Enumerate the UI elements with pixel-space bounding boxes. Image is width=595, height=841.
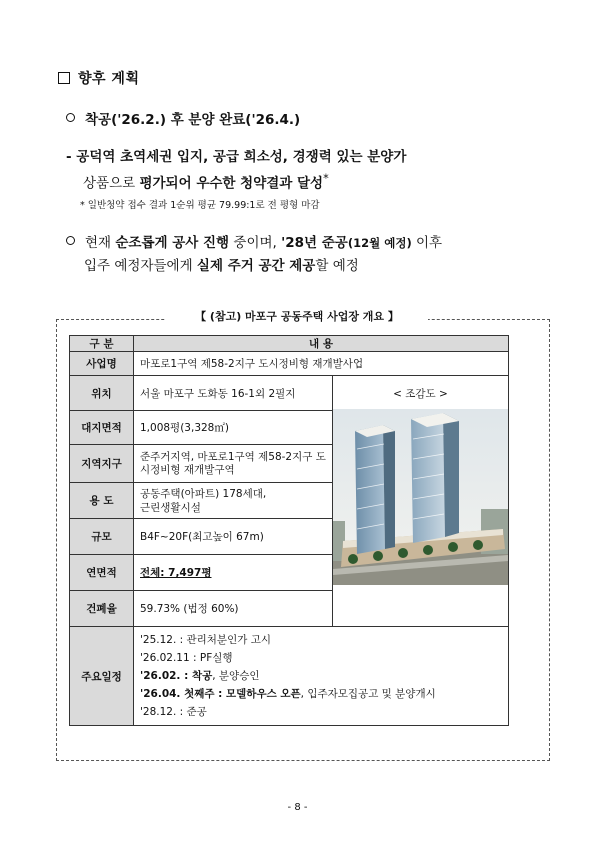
header-content: 내 용 (134, 336, 509, 352)
dash-paragraph (66, 146, 406, 195)
schedule-item: '26.04. 첫째주 : 모델하우스 오픈, 입주자모집공고 및 분양개시 (140, 688, 436, 700)
table-header-row (70, 336, 509, 352)
image-caption: < 조감도 > (393, 388, 448, 400)
project-table (69, 335, 509, 726)
circle-bullet-icon (66, 113, 75, 122)
footnote: * 일반청약 접수 결과 1순위 평균 79.99:1로 전 평형 마감 (80, 200, 320, 211)
header-category: 구 분 (70, 336, 134, 352)
table-row: 대지면적 1,008평(3,328㎡) (70, 411, 509, 445)
table-row: 지역지구 준주거지역, 마포로1구역 제58-2지구 도시정비형 재개발구역 (70, 445, 509, 483)
circle-bullet-icon (66, 236, 75, 245)
schedule-item: '28.12. : 준공 (140, 706, 207, 718)
checkbox-square-icon (58, 72, 70, 84)
dash-line-1: - 공덕역 초역세권 입지, 공급 희소성, 경쟁력 있는 분양가 (66, 149, 407, 165)
table-row: 연면적 전체: 7,497평 (70, 555, 509, 591)
schedule-item: '25.12. : 관리처분인가 고시 (140, 634, 271, 646)
schedule-item: '26.02.11 : PF실행 (140, 652, 233, 664)
page-number: - 8 - (287, 802, 308, 813)
bullet-progress: 현재 순조롭게 공사 진행 중이며, '28년 준공(12월 예정) 이후 입주 예정자들에게 실제 주거 공간 제공할 예정 (66, 232, 442, 278)
table-row: 사업명 마포로1구역 제58-2지구 도시정비형 재개발사업 (70, 352, 509, 376)
building-rendering-image (333, 409, 508, 585)
table-row: 용 도 공동주택(아파트) 178세대, 근린생활시설 (70, 483, 509, 519)
table-row: 규모 B4F~20F(최고높이 67m) (70, 519, 509, 555)
bullet-schedule: 착공('26.2.) 후 분양 완료('26.4.) (66, 108, 300, 128)
reference-title: 【 (참고) 마포구 공동주택 사업장 개요 】 (166, 306, 428, 326)
bird-eye-view-cell (333, 376, 509, 627)
section-title: 향후 계획 (58, 68, 139, 88)
dash-line-2: 상품으로 평가되어 우수한 청약결과 달성* (83, 172, 329, 192)
table-row: 위치 서울 마포구 도화동 16-1외 2필지 < 조감도 > (70, 376, 509, 411)
schedule-item: '26.02. : 착공, 분양승인 (140, 670, 260, 682)
schedule-list (134, 627, 509, 726)
table-row: 주요일정 '25.12. : 관리처분인가 고시 '26.02.11 : PF실행 '26.02. : 착공, 분양승인 '26.04. 첫째주 : 모델하우스 오픈, 입주자모집공고 및 분양개시 '28.12. : 준공 (70, 627, 509, 726)
table-row: 건폐율 59.73% (법정 60%) (70, 591, 509, 627)
